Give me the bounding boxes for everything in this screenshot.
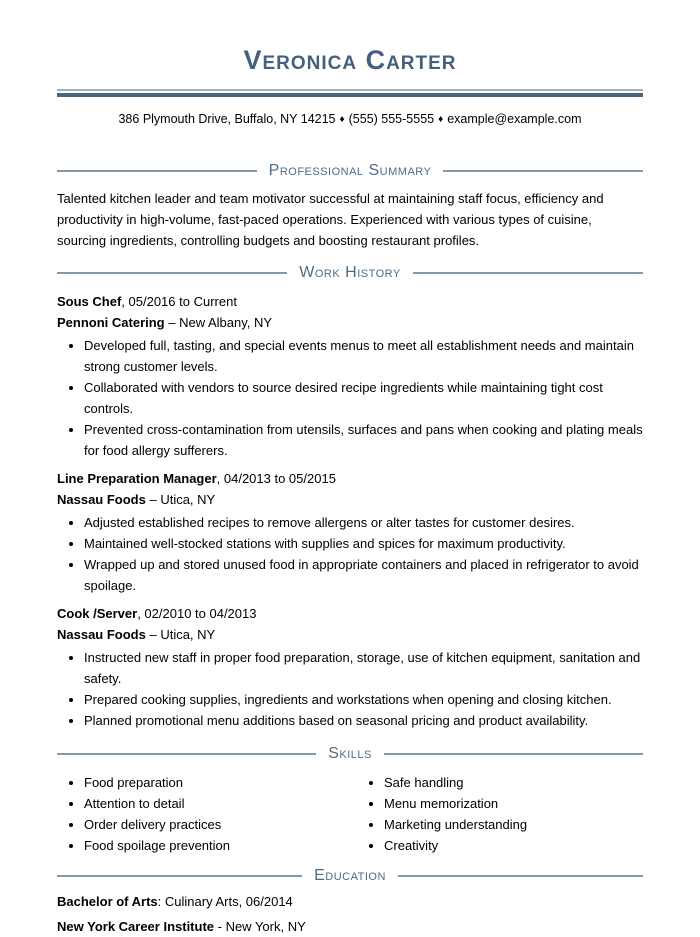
education-school-location: - New York, NY	[214, 919, 306, 934]
job-entry	[57, 291, 643, 461]
job-dates: , 02/2010 to 04/2013	[137, 606, 257, 621]
job-entry	[57, 468, 643, 596]
job-bullet-list	[57, 647, 643, 731]
skills-list-right	[357, 772, 643, 856]
section-heading-skills	[57, 745, 643, 763]
bullet-item: • Maintained well-stocked stations with supplies and spices for maximum productivity.	[84, 533, 643, 554]
summary-paragraph: Talented kitchen leader and team motivator successful at maintaining staff focus, efficiency and productivity in high-volume, fast-paced operations. Experienced with various types of cuisine, sourcing ingredients, controlling budgets and boosting restaurant profiles.	[57, 191, 604, 248]
job-title-line	[57, 291, 643, 312]
job-company-line	[57, 624, 643, 645]
job-bullet-list	[57, 335, 643, 461]
skills-columns	[57, 770, 643, 856]
heading-rule-right	[398, 875, 643, 877]
bullet-item: • Prevented cross-contamination from utensils, surfaces and pans when cooking and plating meals for food allergy sufferers.	[84, 419, 643, 461]
section-title-work-history: Work History	[299, 264, 401, 281]
heading-rule-right	[384, 753, 643, 755]
resume-name: Veronica Carter	[243, 45, 457, 75]
heading-rule-left	[57, 753, 316, 755]
section-heading-education	[57, 867, 643, 885]
heading-rule-right	[413, 272, 643, 274]
section-title-professional-summary: Professional Summary	[268, 162, 432, 179]
skill-item: • Order delivery practices	[84, 814, 357, 835]
contact-address: 386 Plymouth Drive, Buffalo, NY 14215	[118, 112, 336, 126]
skill-item: • Safe handling	[384, 772, 643, 793]
skill-item: • Creativity	[384, 835, 643, 856]
section-title-skills: Skills	[328, 745, 372, 762]
section-heading-work-history	[57, 264, 643, 282]
job-dates: , 05/2016 to Current	[121, 294, 237, 309]
job-company-line	[57, 312, 643, 333]
skill-item: • Menu memorization	[384, 793, 643, 814]
bullet-item: • Planned promotional menu additions based on seasonal pricing and product availability.	[84, 710, 643, 731]
education-entry	[57, 891, 643, 937]
education-degree: Bachelor of Arts	[57, 894, 158, 909]
job-bullet-list	[57, 512, 643, 596]
job-title-line	[57, 603, 643, 624]
bullet-item: • Adjusted established recipes to remove allergens or alter tastes for customer desires.	[84, 512, 643, 533]
job-location: – Utica, NY	[145, 627, 216, 642]
job-dates: , 04/2013 to 05/2015	[216, 471, 336, 486]
job-company: Pennoni Catering	[57, 315, 165, 330]
job-entry	[57, 603, 643, 731]
skills-list-left	[57, 772, 357, 856]
skill-item: • Marketing understanding	[384, 814, 643, 835]
heading-rule-left	[57, 170, 257, 172]
job-title-line	[57, 468, 643, 489]
job-company: Nassau Foods	[57, 627, 146, 642]
heading-rule-right	[443, 170, 643, 172]
diamond-separator-icon: ♦	[339, 114, 345, 125]
job-title: Sous Chef	[57, 294, 122, 309]
skill-item: • Food spoilage prevention	[84, 835, 357, 856]
bullet-item: • Wrapped up and stored unused food in appropriate containers and placed in refrigerator to avoid spoilage.	[84, 554, 643, 596]
job-location: – Utica, NY	[145, 492, 216, 507]
diamond-separator-icon: ♦	[438, 114, 444, 125]
heading-rule-left	[57, 875, 302, 877]
education-degree-line	[57, 891, 643, 912]
skills-column-right	[357, 770, 643, 856]
contact-line	[57, 111, 643, 128]
contact-email: example@example.com	[447, 112, 582, 126]
education-school: New York Career Institute	[57, 919, 215, 934]
skills-column-left	[57, 770, 357, 856]
skill-item: • Food preparation	[84, 772, 357, 793]
bullet-item: • Developed full, tasting, and special events menus to meet all establishment needs and maintain strong customer levels.	[84, 335, 643, 377]
section-heading-professional-summary	[57, 162, 643, 180]
job-title: Line Preparation Manager	[57, 471, 217, 486]
bullet-item: • Collaborated with vendors to source desired recipe ingredients while maintaining tight cost controls.	[84, 377, 643, 419]
bullet-item: • Instructed new staff in proper food preparation, storage, use of kitchen equipment, sanitation and safety.	[84, 647, 643, 689]
job-company-line	[57, 489, 643, 510]
contact-phone: (555) 555-5555	[348, 112, 435, 126]
job-company: Nassau Foods	[57, 492, 146, 507]
skill-item: • Attention to detail	[84, 793, 357, 814]
education-school-line	[57, 916, 643, 937]
header-double-rule	[57, 89, 643, 97]
education-degree-detail: : Culinary Arts, 06/2014	[157, 894, 293, 909]
bullet-item: • Prepared cooking supplies, ingredients and workstations when opening and closing kitchen.	[84, 689, 643, 710]
section-title-education: Education	[314, 867, 386, 884]
heading-rule-left	[57, 272, 287, 274]
job-location: – New Albany, NY	[164, 315, 273, 330]
rule-thick-line	[57, 93, 643, 97]
job-title: Cook /Server	[57, 606, 138, 621]
